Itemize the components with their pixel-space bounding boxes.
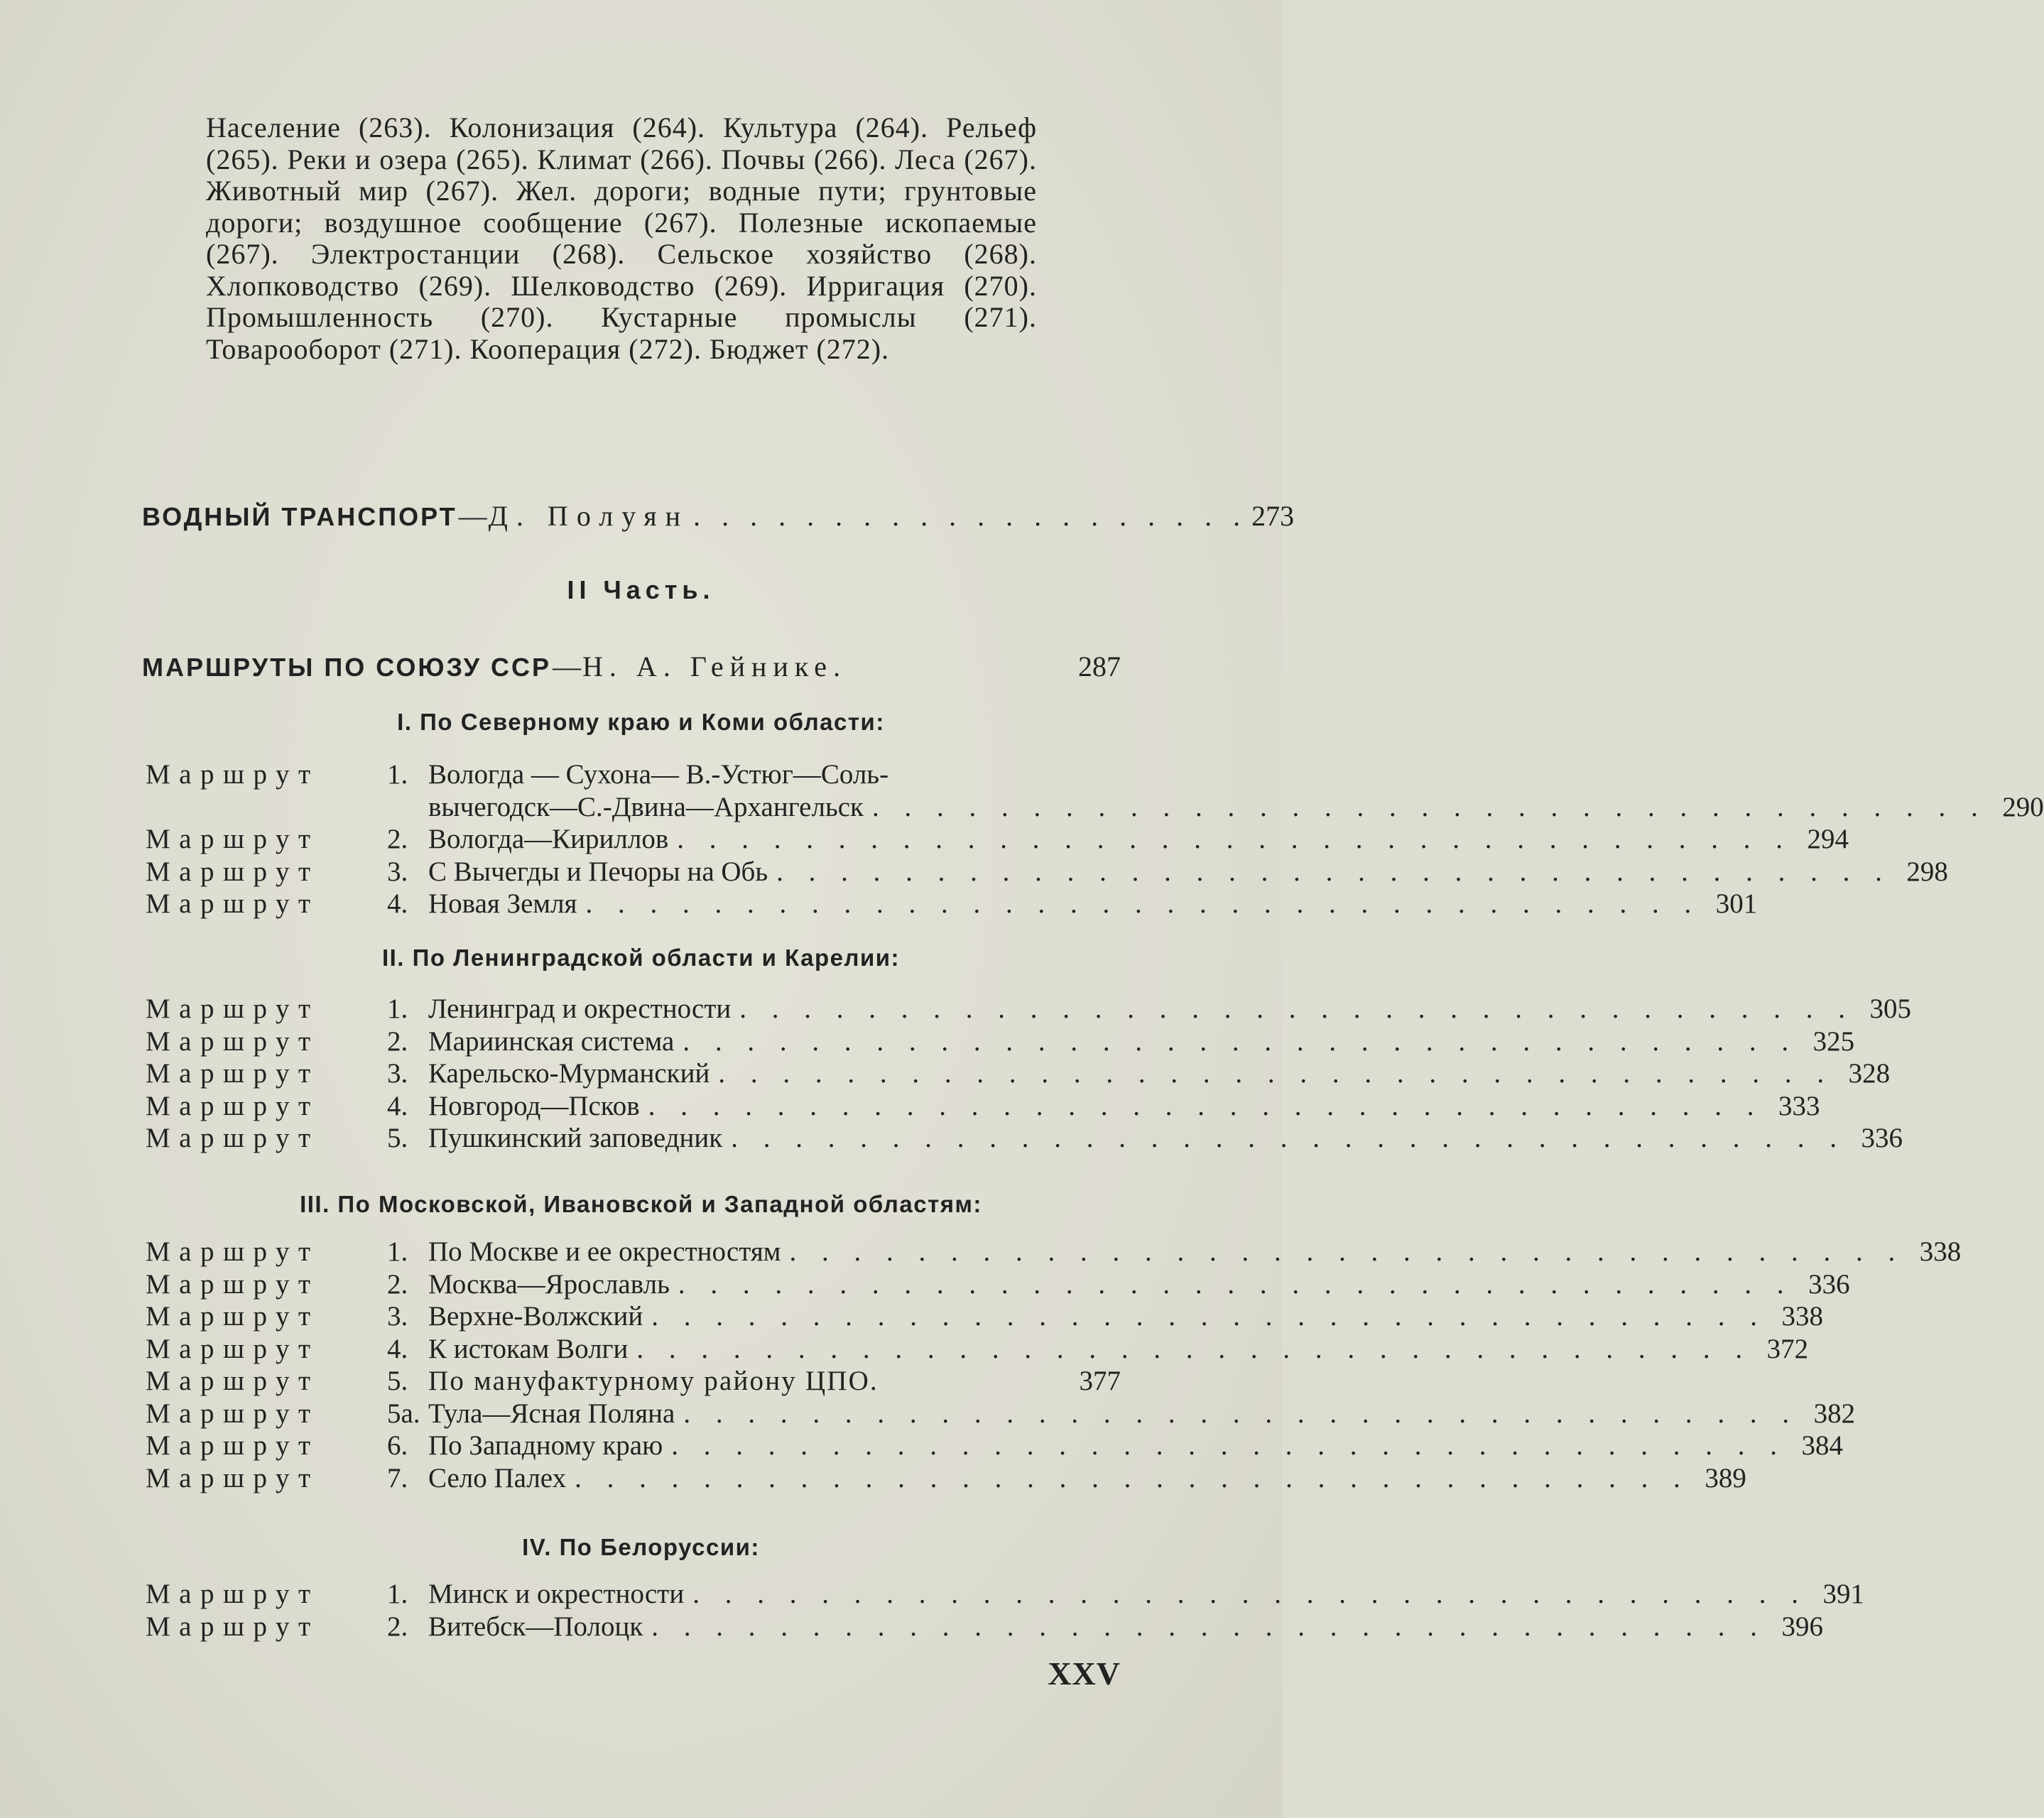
section-routes (146, 993, 1912, 1155)
section-routes (146, 758, 2044, 920)
leader-dots: . . . . . . . . . . . . . . . . . . . . . . . . . . . . . . . . . . . (872, 791, 1987, 822)
intro-paragraph: Население (263). Колонизация (264). Культура (264). Рельеф (265). Реки и озера (265). Климат (266). Почвы (266). Леса (267). Животный мир (267). Жел. дороги; водные пути; грунтовые дороги; воздушное сообщение (267). Полезные ископаемые (267). Электростанции (268). Сельское хозяйство (268). Хлопководство (269). Шелководство (269). Ирригация (270). Промышленность (270). Кустарные промыслы (271). Товарооборот (271). Кооперация (272). Бюджет (272). (206, 111, 1037, 365)
water-transport-page: 273 (1251, 500, 1295, 532)
route-entry-continued (146, 791, 2044, 824)
route-word: Маршрут (146, 759, 320, 790)
routes-heading-page: 287 (1078, 651, 1121, 682)
route-entry: Маршрут 2. Вологда—Кириллов . . . . . . . . . . . . . . . . . . . . . . . . . . . . . . . . . . . 294 (146, 824, 1849, 854)
route-entry: Маршрут 3. Верхне-Волжский . . . . . . . . . . . . . . . . . . . . . . . . . . . . . . . . . . . 338 (146, 1301, 1823, 1332)
route-entry: Маршрут 1. Ленинград и окрестности . . . . . . . . . . . . . . . . . . . . . . . . . . . . . . . . . . . 305 (146, 994, 1912, 1024)
section-title: II. По Ленинградской области и Карелии: (381, 945, 901, 971)
section-title: IV. По Белоруссии: (522, 1534, 760, 1560)
route-entry: Маршрут 2. Витебск—Полоцк . . . . . . . . . . . . . . . . . . . . . . . . . . . . . . . . . . . 396 (146, 1611, 1824, 1642)
routes-heading: МАРШРУТЫ ПО СОЮЗУ ССР — Н. А. Гейнике. 287 (142, 651, 1121, 682)
routes-heading-author: Н. А. Гейнике. (582, 651, 847, 682)
route-title-continued: вычегодск—С.-Двина—Архангельск (428, 791, 864, 822)
route-entry: Маршрут 4. К истокам Волги . . . . . . . . . . . . . . . . . . . . . . . . . . . . . . . . . . . 372 (146, 1333, 1809, 1364)
route-entry: Маршрут 5. По мануфактурному району ЦПО. 377 (146, 1366, 1121, 1396)
section-routes (146, 1236, 1962, 1494)
section-title: I. По Северному краю и Коми области: (397, 709, 885, 735)
section-title: III. По Московской, Ивановской и Западной областям: (300, 1191, 982, 1217)
water-transport-author: Д. Полуян (488, 500, 690, 532)
route-entry: Маршрут 3. С Вычегды и Печоры на Обь . . . . . . . . . . . . . . . . . . . . . . . . . . . . . . . . . . . 298 (146, 856, 1948, 887)
route-entry: Маршрут 5. Пушкинский заповедник . . . . . . . . . . . . . . . . . . . . . . . . . . . . . . . . . . . 336 (146, 1123, 1903, 1153)
part-title: II Часть. (567, 575, 715, 604)
route-entry: Маршрут 2. Москва—Ярославль . . . . . . . . . . . . . . . . . . . . . . . . . . . . . . . . . . . 336 (146, 1268, 1850, 1300)
route-entry: Маршрут 4. Новая Земля . . . . . . . . . . . . . . . . . . . . . . . . . . . . . . . . . . . 301 (146, 888, 1758, 919)
route-title: Вологда — Сухона— В.-Устюг—Соль- (428, 759, 889, 790)
route-entry: Маршрут 3. Карельско-Мурманский . . . . . . . . . . . . . . . . . . . . . . . . . . . . . . . . . . . 328 (146, 1058, 1891, 1089)
section-routes (146, 1578, 1864, 1643)
page-folio: XXV (1048, 1655, 1121, 1692)
leader-dots: . . . . . . . . . . . . . . . . . . . . (693, 500, 1248, 532)
water-transport-title: ВОДНЫЙ ТРАНСПОРТ (142, 502, 457, 531)
routes-heading-title: МАРШРУТЫ ПО СОЮЗУ ССР (142, 653, 552, 682)
route-page: 290 (2002, 791, 2044, 822)
route-entry: Маршрут 1. Минск и окрестности . . . . . . . . . . . . . . . . . . . . . . . . . . . . . . . . . . . 391 (146, 1579, 1864, 1609)
route-entry: Маршрут 5а. Тула—Ясная Поляна . . . . . . . . . . . . . . . . . . . . . . . . . . . . . . . . . . . 382 (146, 1398, 1856, 1429)
water-transport-heading: ВОДНЫЙ ТРАНСПОРТ — Д. Полуян . . . . . . . . . . . . . . . . . . . . 273 (142, 500, 1295, 532)
route-entry: Маршрут 7. Село Палех . . . . . . . . . . . . . . . . . . . . . . . . . . . . . . . . . . . 389 (146, 1462, 1746, 1493)
route-entry: Маршрут 4. Новгород—Псков . . . . . . . . . . . . . . . . . . . . . . . . . . . . . . . . . . . 333 (146, 1090, 1820, 1121)
route-entry: Маршрут 1. По Москве и ее окрестностям . . . . . . . . . . . . . . . . . . . . . . . . . . . . . . . . . . . 338 (146, 1236, 1962, 1267)
route-entry: Маршрут 2. Мариинская система . . . . . . . . . . . . . . . . . . . . . . . . . . . . . . . . . . . 325 (146, 1025, 1855, 1057)
route-entry: Маршрут 1. Вологда — Сухона— В.-Устюг—Соль- (146, 759, 889, 790)
route-entry: Маршрут 6. По Западному краю . . . . . . . . . . . . . . . . . . . . . . . . . . . . . . . . . . . 384 (146, 1430, 1843, 1461)
